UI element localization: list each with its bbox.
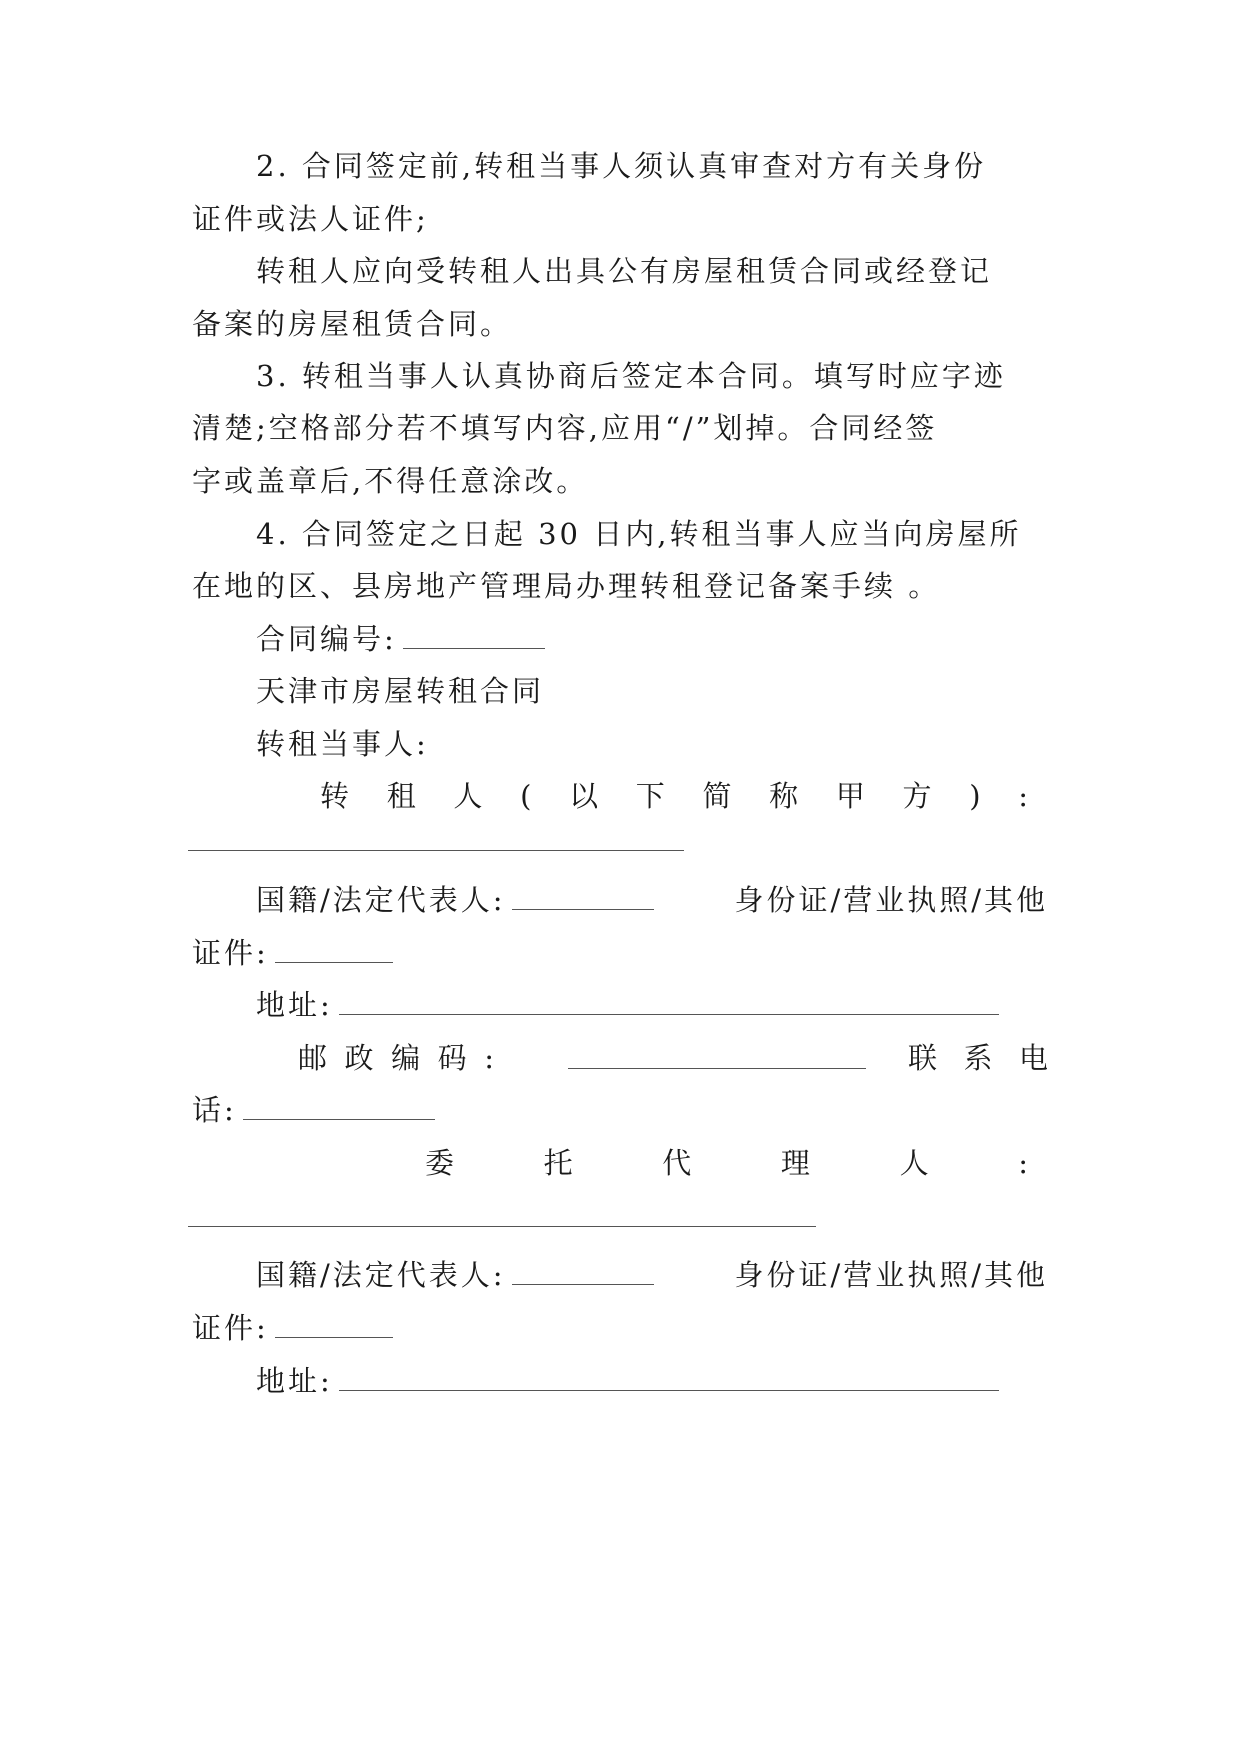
postal-char: 编: [391, 1041, 421, 1075]
paragraph-4-line-2: 在地的区、县房地产管理局办理转租登记备案手续 。: [192, 569, 941, 603]
lessor-char: 称: [769, 779, 799, 813]
address-label: 地址:: [256, 1364, 333, 1398]
postal-char: :: [484, 1041, 494, 1075]
agent-char: 代: [662, 1146, 692, 1180]
postal-char: 邮: [298, 1041, 328, 1075]
agent-char: 委: [425, 1146, 455, 1180]
agent-char: 托: [543, 1146, 573, 1180]
agent-blank[interactable]: [188, 1226, 816, 1227]
contract-number-row: [256, 619, 1048, 659]
postal-phone-row: [298, 1038, 1048, 1078]
lessor-char: ): [969, 779, 981, 813]
paragraph-2-line-1: 2. 合同签定前,转租当事人须认真审查对方有关身份: [256, 149, 987, 183]
address-blank[interactable]: [339, 988, 999, 1015]
lessor-blank[interactable]: [188, 850, 684, 851]
paragraph-sublease-line-2: 备案的房屋租赁合同。: [192, 307, 513, 341]
lessor-char: 租: [386, 779, 416, 813]
lessor-char: 人: [453, 779, 483, 813]
phone-row: [192, 1090, 1048, 1130]
lessor-char: :: [1018, 779, 1028, 813]
contract-number-blank[interactable]: [403, 622, 545, 649]
lessor-address-row: [256, 985, 1048, 1025]
paragraph-3-line-1: 3. 转租当事人认真协商后签定本合同。填写时应字迹: [256, 359, 1006, 393]
phone-char: 电: [1018, 1041, 1048, 1075]
phone-blank[interactable]: [243, 1093, 435, 1120]
agent-label: [425, 1143, 1028, 1183]
phone-char: 系: [963, 1041, 993, 1075]
paragraph-2-line-2: 证件或法人证件;: [192, 202, 429, 236]
address-label: 地址:: [256, 988, 333, 1022]
agent-address-row: [256, 1361, 1048, 1401]
lessor-id-row: [192, 933, 1048, 973]
paragraph-3-line-3: 字或盖章后,不得任意涂改。: [192, 464, 589, 498]
agent-nationality-row: [256, 1255, 1048, 1295]
id-label-cont: 证件:: [192, 1311, 269, 1345]
address-blank[interactable]: [339, 1364, 999, 1391]
lessor-char: 下: [635, 779, 665, 813]
contract-title: 天津市房屋转租合同: [256, 674, 545, 708]
lessor-char: 以: [569, 779, 599, 813]
paragraph-4-line-1: 4. 合同签定之日起 30 日内,转租当事人应当向房屋所: [256, 517, 1022, 551]
id-blank[interactable]: [275, 936, 393, 963]
phone-label: [908, 1038, 1048, 1078]
agent-char: 理: [780, 1146, 810, 1180]
postal-blank[interactable]: [568, 1068, 866, 1069]
lessor-char: 甲: [835, 779, 865, 813]
lessor-char: 方: [902, 779, 932, 813]
nationality-blank[interactable]: [512, 883, 654, 910]
contract-number-label: 合同编号:: [256, 622, 397, 656]
agent-char: 人: [899, 1146, 929, 1180]
id-label: 身份证/营业执照/其他: [734, 883, 1048, 917]
lessor-char: (: [520, 779, 532, 813]
phone-label-cont: 话:: [192, 1093, 237, 1127]
phone-char: 联: [908, 1041, 938, 1075]
postal-char: 码: [437, 1041, 467, 1075]
agent-char: :: [1018, 1146, 1028, 1180]
nationality-label: 国籍/法定代表人:: [256, 883, 506, 917]
postal-label: [298, 1038, 494, 1078]
postal-char: 政: [344, 1041, 374, 1075]
nationality-blank[interactable]: [512, 1258, 654, 1285]
nationality-label: 国籍/法定代表人:: [256, 1258, 506, 1292]
id-label-cont: 证件:: [192, 936, 269, 970]
agent-id-row: [192, 1308, 1048, 1348]
id-label: 身份证/营业执照/其他: [734, 1258, 1048, 1292]
parties-label: 转租当事人:: [256, 727, 429, 761]
paragraph-sublease-line-1: 转租人应向受转租人出具公有房屋租赁合同或经登记: [256, 254, 993, 288]
id-blank[interactable]: [275, 1311, 393, 1338]
lessor-char: 简: [702, 779, 732, 813]
lessor-nationality-row: [256, 880, 1048, 920]
paragraph-3-line-2: 清楚;空格部分若不填写内容,应用“/”划掉。合同经签: [192, 411, 938, 445]
lessor-char: 转: [320, 779, 350, 813]
lessor-label: [320, 776, 1028, 816]
